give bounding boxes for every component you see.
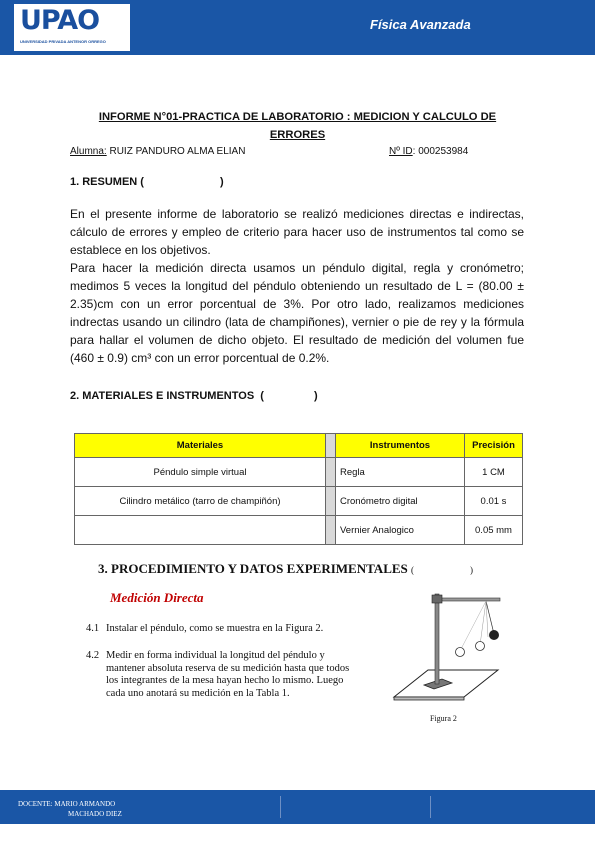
clamp [432,595,442,603]
id-value: : 000253984 [412,146,469,157]
section2-heading-open: ( [260,390,264,402]
table-separator [326,434,336,458]
section2-heading-text: 2. MATERIALES E INSTRUMENTOS [70,390,255,402]
summary-paragraph-2: Para hacer la medición directa usamos un péndulo digital, regla y cronómetro; medimos 5 veces la longitud del péndulo obteniendo un resultado de L = (80.00 ± 2.35)cm con un error porcentual de 3%. Por otro lado, realizamos mediciones indrectas usando un cilindro (lata de champiñones), vernier o pie de rey y la fórmula para hallar el volumen de dicho objeto. El resultado de medición del volumen fue (460 ± 0.9) cm³ con un error porcentual de 0.2%. [70,261,524,365]
section3-heading [98,561,473,577]
header-precision: Precisión [465,434,523,458]
header-instruments: Instrumentos [336,434,465,458]
header-materials: Materiales [75,434,326,458]
report-title: INFORME N°01-PRACTICA DE LABORATORIO : MEDICION Y CALCULO DE ERRORES [98,111,497,141]
footer-line-1: DOCENTE: MARIO ARMANDO [18,800,116,808]
precision-cell: 1 CM [465,458,523,487]
section3-heading-close: ) [470,565,474,575]
table-row [75,487,523,516]
student-line [70,146,245,157]
id-line [389,146,468,157]
logo-subtext: UNIVERSIDAD PRIVADA ANTENOR ORREGO [20,39,106,44]
section1-heading-text: 1. RESUMEN ( [70,176,144,188]
table-separator [326,458,336,487]
precision-cell: 0.01 s [465,487,523,516]
id-label: Nº ID [389,146,413,157]
material-cell: Cilindro metálico (tarro de champiñón) [75,487,326,516]
footer-bar [0,790,595,824]
logo-text: UPAO [20,5,100,36]
student-label: Alumna: [70,146,107,157]
student-name: RUIZ PANDURO ALMA ELIAN [109,146,246,157]
stand-arm [435,598,500,601]
base-plate-edge [394,697,464,700]
step-number: 4.2 [86,650,100,661]
table-row [75,458,523,487]
section1-heading [70,176,224,188]
university-logo [14,4,130,51]
pendulum-bob-ghost [456,648,465,657]
table-separator [326,487,336,516]
pendulum-bob-ghost [476,642,485,651]
course-title: Física Avanzada [370,17,471,32]
instrument-cell: Vernier Analogico [336,516,465,545]
instrument-cell: Regla [336,458,465,487]
section2-heading [70,390,318,402]
table-row [75,516,523,545]
summary-paragraph-1: En el presente informe de laboratorio se realizó mediciones directas e indirectas, cálculo de errores y empleo de criterio para hacer uso de instrumentos tal como se establece en los objetivos. [70,207,524,257]
footer-divider [430,796,431,818]
footer-line-2: MACHADO DIEZ [68,810,122,818]
section3-heading-open: ( [411,565,415,575]
step-number: 4.1 [86,623,100,634]
subheading-direct-measurement: Medición Directa [110,590,204,605]
stand-rod [435,594,439,684]
section3-heading-text: 3. PROCEDIMIENTO Y DATOS EXPERIMENTALES [98,561,408,576]
material-cell [75,516,326,545]
section1-heading-close: ) [219,176,224,188]
pendulum-bob [489,630,499,640]
section2-heading-close: ) [313,390,318,402]
header-bar [0,0,595,55]
table-header-row [75,434,523,458]
footer-divider [280,796,281,818]
step-text: Medir en forma individual la longitud del péndulo y mantener absoluta reserva de su medición hasta que todos los integrantes de la mesa hayan hecho lo mismo. Luego cada uno anotará su medición en la Tabla 1. [106,650,350,699]
step-text: Instalar el péndulo, como se muestra en la Figura 2. [106,623,324,634]
instrument-cell: Cronómetro digital [336,487,465,516]
footer-teacher [18,799,122,819]
table-separator [326,516,336,545]
materials-table [74,433,523,545]
figure-caption: Figura 2 [430,714,457,723]
pendulum-figure [386,590,506,708]
material-cell: Péndulo simple virtual [75,458,326,487]
precision-cell: 0.05 mm [465,516,523,545]
